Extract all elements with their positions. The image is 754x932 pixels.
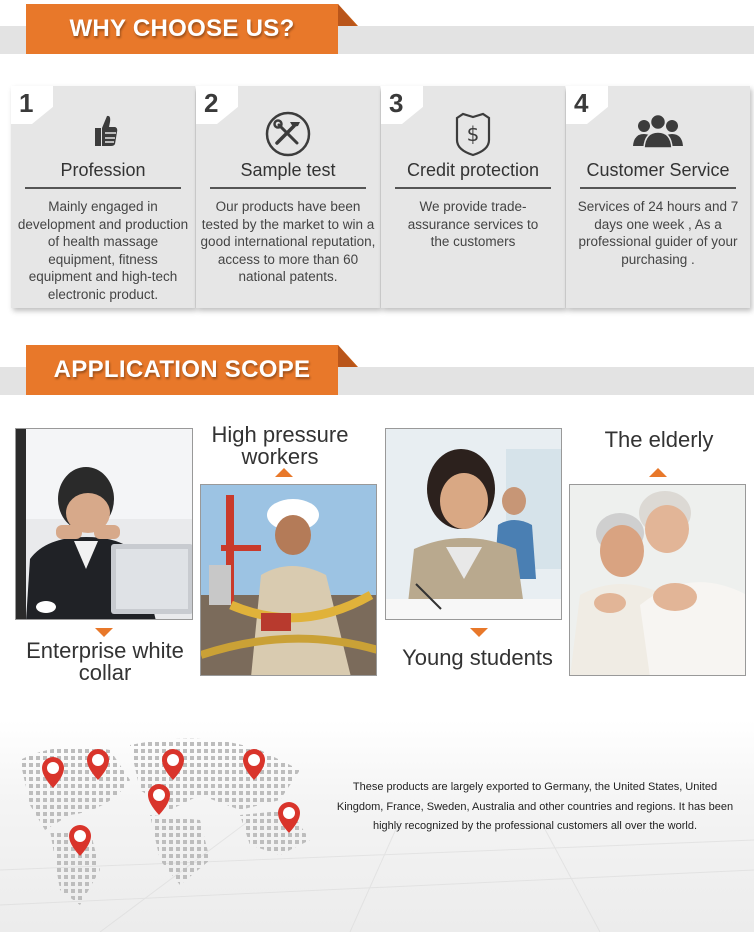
arrow-down-icon [95,628,113,637]
card-description: Our products have been tested by the market to win a good international reputation, access to more than 60 national patents. [200,199,376,284]
card-title: Customer Service [586,160,730,180]
card-description: Mainly engaged in development and production of health massage equipment, fitness equipment and high-tech electronic product. [17,199,189,302]
banner-fold [338,4,356,26]
card-title: Profession [60,160,146,180]
card-title: Sample test [240,160,336,180]
application-scope-title: APPLICATION SCOPE [53,356,311,383]
label-young-students: Young students [402,645,553,670]
why-choose-us-title: WHY CHOOSE US? [69,15,295,42]
card-number: 4 [574,88,589,118]
tools-icon [196,110,380,160]
card-divider [580,187,736,189]
card-divider [395,187,551,189]
card-description: Services of 24 hours and 7 days one week , As a professional guider of your purchasing . [577,199,739,267]
why-choose-us-banner [0,0,754,54]
arrow-up-icon [275,468,293,477]
thumbs-up-icon [11,110,195,160]
map-pin-icon [87,749,109,780]
label-the-elderly: The elderly [604,427,714,452]
card-divider [25,187,181,189]
shield-dollar-icon [381,110,565,160]
label-high-pressure-workers: High pressure workers [211,422,349,469]
card-credit-protection [381,86,565,308]
arrow-down-icon [470,628,488,637]
card-number: 3 [389,88,404,118]
map-pin-icon [148,784,170,815]
arrow-up-icon [649,468,667,477]
map-pin-icon [278,802,300,833]
card-customer-service [566,86,750,308]
card-sample-test [196,86,380,308]
label-white-collar: Enterprise white collar [26,638,184,685]
card-number: 1 [19,88,34,118]
map-pins [0,740,320,860]
photo-student [385,428,562,620]
photo-worker [200,484,377,676]
banner-fold [338,345,356,367]
card-description: We provide trade-assurance services to the customers [407,199,539,249]
svg-text:$: $ [466,122,480,146]
card-profession [11,86,195,308]
map-pin-icon [243,749,265,780]
card-divider [210,187,366,189]
map-pin-icon [162,749,184,780]
export-description: These products are largely exported to Germany, the United States, United Kingdom, France, Sweden, Australia and other countries and regions. It has been highly recognized by the professional customers all over the world. [336,781,734,832]
map-pin-icon [42,757,64,788]
card-title: Credit protection [406,160,540,180]
map-pin-icon [69,825,91,856]
card-number: 2 [204,88,219,118]
people-icon [566,110,750,160]
photo-office-worker [15,428,193,620]
application-scope-banner [0,341,754,395]
photo-elderly-couple [569,484,746,676]
